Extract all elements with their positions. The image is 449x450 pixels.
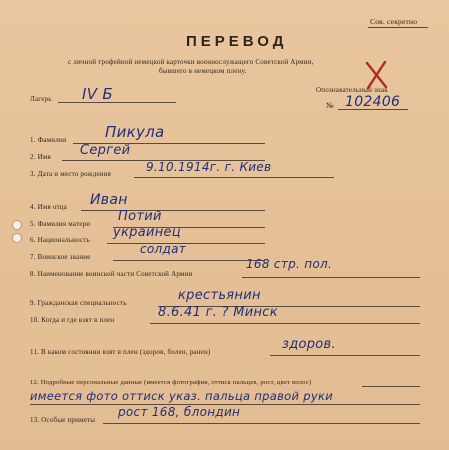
field-mother-label: 5. Фамилия матери <box>30 220 91 228</box>
tag-value: 102406 <box>345 94 401 110</box>
secret-underline <box>368 27 428 28</box>
field-mother-value: Потий <box>118 209 162 224</box>
field-surname-value: Пикула <box>105 123 165 141</box>
camp-value: IV Б <box>82 85 113 103</box>
field-father-label: 4. Имя отца <box>30 203 67 211</box>
field-birth-value: 9.10.1914г. г. Киев <box>146 160 272 174</box>
field-birth-label: 3. Дата и место рождения <box>30 170 112 178</box>
field-rank-line <box>113 260 265 261</box>
field-condition-value: здоров. <box>282 337 336 352</box>
field-personal-data-value: имеется фото оттиск указ. пальца правой руки <box>30 389 333 403</box>
field-nationality-label: 6. Национальность <box>30 236 90 244</box>
field-civil-label: 9. Гражданская специальность <box>30 299 127 307</box>
field-birth-line <box>134 177 334 178</box>
field-rank-label: 7. Воинское звание <box>30 253 91 261</box>
tag-label: Опознавательный знак <box>316 86 388 94</box>
field-personal-data-line-1 <box>362 386 420 387</box>
field-features-line <box>103 423 420 424</box>
field-unit-line <box>242 277 420 278</box>
field-father-value: Иван <box>90 192 128 208</box>
field-features-label: 13. Особые приметы <box>30 416 96 424</box>
field-surname-label: 1. Фамилия <box>30 136 67 144</box>
camp-label: Лагерь <box>30 95 52 103</box>
field-name-value: Сергей <box>80 143 131 158</box>
document-title: ПЕРЕВОД <box>186 33 288 50</box>
field-personal-data-label: 12. Подробные персональные данные (имеется фотография, оттиск пальцев, рост, цвет волос) <box>30 379 312 386</box>
field-unit-value: 168 стр. пол. <box>246 257 333 271</box>
document-subtitle-2: бывшего в немецком плену. <box>159 67 247 75</box>
field-captured-line <box>150 323 420 324</box>
red-cross-mark <box>364 60 390 90</box>
field-unit-label: 8. Наименование воинской части Советской Армии <box>30 270 193 278</box>
field-father-line <box>81 210 265 211</box>
field-rank-value: солдат <box>140 242 187 256</box>
field-condition-label: 11. В каком состоянии взят в плен (здоров, болен, ранен) <box>30 348 211 356</box>
field-features-value: рост 168, блондин <box>118 405 241 419</box>
secret-mark: Сов. секретно <box>370 17 418 26</box>
field-captured-value: 8.6.41 г. ? Минск <box>158 305 278 320</box>
field-captured-label: 10. Когда и где взят в плен <box>30 316 115 324</box>
punch-hole-top <box>12 220 22 230</box>
field-civil-value: крестьянин <box>178 288 261 303</box>
document-subtitle-1: с личной трофейной немецкой карточки военнослужащего Советской Армии, <box>68 58 314 66</box>
camp-line <box>58 102 176 103</box>
punch-hole-bottom <box>12 233 22 243</box>
field-name-label: 2. Имя <box>30 153 51 161</box>
tag-no-label: № <box>326 101 334 110</box>
field-condition-line <box>270 355 420 356</box>
field-nationality-value: украинец <box>113 225 181 240</box>
